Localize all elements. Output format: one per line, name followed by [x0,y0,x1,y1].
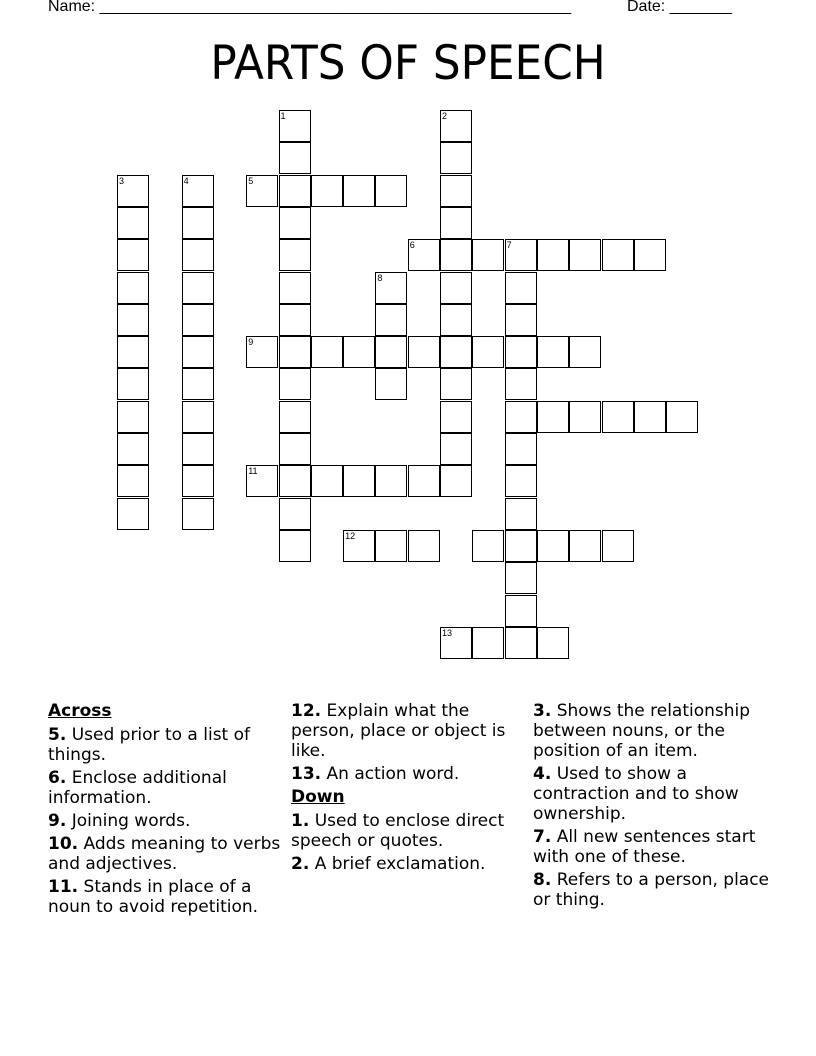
grid-cell[interactable] [505,336,537,368]
grid-cell[interactable] [117,465,149,497]
grid-cell[interactable] [505,627,537,659]
grid-cell[interactable] [279,401,311,433]
clue-number: 7. [533,827,552,847]
clue-number: 13. [291,764,322,784]
clue-number: 3. [533,701,552,721]
grid-cell[interactable] [117,368,149,400]
clue-down-2 [291,854,527,874]
grid-cell[interactable] [440,207,472,239]
grid-cell[interactable] [182,239,214,271]
grid-cell[interactable] [117,272,149,304]
grid-cell[interactable] [505,433,537,465]
page-title: PARTS OF SPEECH [210,36,606,91]
clue-text: Stands in place of a noun to avoid repetition. [48,877,259,917]
clues-column-1 [48,701,284,920]
clue-number: 5. [48,725,67,745]
clue-number-label: 8 [377,272,383,283]
grid-cell[interactable] [602,239,634,271]
grid-cell[interactable] [375,336,407,368]
clue-across-6 [48,768,284,808]
grid-cell[interactable] [182,304,214,336]
clues-column-3 [533,701,769,913]
clue-across-5 [48,725,284,765]
grid-cell[interactable] [634,401,666,433]
grid-cell[interactable] [505,562,537,594]
grid-cell[interactable] [279,498,311,530]
clue-text: Used prior to a list of things. [48,725,251,765]
clue-number: 2. [291,854,310,874]
grid-cell[interactable] [666,401,698,433]
grid-cell[interactable] [440,368,472,400]
grid-cell-start-13[interactable] [440,627,472,659]
grid-cell-start-3[interactable] [117,175,149,207]
across-heading: Across [48,701,112,721]
clue-across-11 [48,877,284,917]
grid-cell[interactable] [472,239,504,271]
grid-cell-start-6[interactable] [408,239,440,271]
clue-number: 12. [291,701,322,721]
clue-down-1 [291,811,527,851]
grid-cell[interactable] [117,304,149,336]
clue-down-3 [533,701,769,761]
grid-cell[interactable] [472,336,504,368]
grid-cell[interactable] [375,304,407,336]
grid-cell[interactable] [375,175,407,207]
clue-number-label: 13 [442,627,453,638]
grid-cell[interactable] [279,142,311,174]
grid-cell-start-7[interactable] [505,239,537,271]
grid-cell[interactable] [375,465,407,497]
grid-cell[interactable] [537,530,569,562]
clue-text: Enclose additional information. [48,768,227,808]
grid-cell[interactable] [343,465,375,497]
grid-cell[interactable] [375,368,407,400]
grid-cell-start-12[interactable] [343,530,375,562]
grid-cell[interactable] [569,336,601,368]
grid-cell[interactable] [569,401,601,433]
clue-number-label: 2 [442,111,448,121]
grid-cell[interactable] [182,368,214,400]
grid-cell[interactable] [408,465,440,497]
grid-cell[interactable] [569,530,601,562]
clue-number: 8. [533,870,552,890]
grid-cell[interactable] [472,627,504,659]
clue-number: 9. [48,811,67,831]
clue-text: A brief exclamation. [309,854,486,874]
grid-cell[interactable] [537,336,569,368]
clue-text: Joining words. [66,811,191,831]
grid-cell[interactable] [440,304,472,336]
name-field-label: Name: _____________________________________________________ [48,0,572,15]
date-field-label: Date: _______ [627,0,732,15]
clue-down-4 [533,764,769,824]
grid-cell[interactable] [182,498,214,530]
grid-cell[interactable] [505,401,537,433]
clue-number-label: 1 [280,111,286,121]
grid-cell[interactable] [279,239,311,271]
grid-cell[interactable] [182,433,214,465]
clue-down-8 [533,870,769,910]
clue-text: Used to show a contraction and to show ownership. [533,764,739,824]
clue-across-10 [48,834,284,874]
grid-cell-start-2[interactable] [440,110,472,142]
clue-number-label: 9 [248,337,254,348]
grid-cell[interactable] [537,627,569,659]
grid-cell[interactable] [279,465,311,497]
clue-down-7 [533,827,769,867]
clue-across-13 [291,764,527,784]
clue-text: Adds meaning to verbs and adjectives. [48,834,281,874]
clue-text: Explain what the person, place or object is like. [291,701,506,761]
grid-cell[interactable] [311,465,343,497]
grid-cell[interactable] [279,175,311,207]
grid-cell[interactable] [505,368,537,400]
grid-cell-start-8[interactable] [375,272,407,304]
grid-cell[interactable] [279,272,311,304]
grid-cell[interactable] [440,336,472,368]
grid-cell[interactable] [569,239,601,271]
grid-cell[interactable] [182,207,214,239]
grid-cell[interactable] [408,530,440,562]
grid-cell[interactable] [375,530,407,562]
grid-cell[interactable] [117,401,149,433]
grid-cell[interactable] [182,465,214,497]
grid-cell[interactable] [279,304,311,336]
clue-number-label: 6 [409,240,415,251]
grid-cell[interactable] [440,175,472,207]
grid-cell[interactable] [505,465,537,497]
grid-cell-start-1[interactable] [279,110,311,142]
clue-number: 11. [48,877,79,897]
grid-cell[interactable] [182,401,214,433]
grid-cell[interactable] [408,336,440,368]
grid-cell[interactable] [279,207,311,239]
grid-cell-start-4[interactable] [182,175,214,207]
grid-cell[interactable] [279,530,311,562]
grid-cell[interactable] [505,530,537,562]
clue-number: 6. [48,768,67,788]
clue-number-label: 11 [248,466,258,477]
grid-cell[interactable] [472,530,504,562]
grid-cell[interactable] [117,336,149,368]
grid-cell[interactable] [343,175,375,207]
grid-cell[interactable] [279,368,311,400]
clue-number-label: 5 [248,175,254,186]
grid-cell[interactable] [343,336,375,368]
grid-cell[interactable] [440,465,472,497]
grid-cell[interactable] [602,401,634,433]
clue-number: 1. [291,811,310,831]
grid-cell[interactable] [634,239,666,271]
grid-cell[interactable] [182,336,214,368]
grid-cell[interactable] [505,595,537,627]
clues-column-2 [291,701,527,877]
clue-number: 10. [48,834,79,854]
clue-text: Shows the relationship between nouns, or the position of an item. [533,701,751,761]
grid-cell[interactable] [440,433,472,465]
grid-cell[interactable] [505,272,537,304]
clue-across-12 [291,701,527,761]
clue-text: All new sentences start with one of these. [533,827,756,867]
clue-number-label: 4 [183,175,189,186]
grid-cell-start-11[interactable] [246,465,278,497]
grid-cell[interactable] [440,272,472,304]
clue-number-label: 12 [345,530,356,541]
grid-cell[interactable] [440,239,472,271]
grid-cell[interactable] [505,498,537,530]
clue-number-label: 3 [119,175,125,186]
clue-text: Refers to a person, place or thing. [533,870,770,910]
grid-cell-start-9[interactable] [246,336,278,368]
clue-number-label: 7 [506,240,512,251]
grid-cell[interactable] [537,239,569,271]
clue-text: An action word. [321,764,460,784]
grid-cell-start-5[interactable] [246,175,278,207]
grid-cell[interactable] [505,304,537,336]
grid-cell[interactable] [117,433,149,465]
grid-cell[interactable] [117,207,149,239]
grid-cell[interactable] [602,530,634,562]
grid-cell[interactable] [117,239,149,271]
grid-cell[interactable] [117,498,149,530]
grid-cell[interactable] [537,401,569,433]
down-heading: Down [291,787,345,807]
clue-text: Used to enclose direct speech or quotes. [291,811,505,851]
grid-cell[interactable] [440,142,472,174]
grid-cell[interactable] [279,336,311,368]
clue-number: 4. [533,764,552,784]
grid-cell[interactable] [182,272,214,304]
grid-cell[interactable] [440,401,472,433]
grid-cell[interactable] [311,336,343,368]
grid-cell[interactable] [311,175,343,207]
grid-cell[interactable] [279,433,311,465]
clue-across-9 [48,811,284,831]
